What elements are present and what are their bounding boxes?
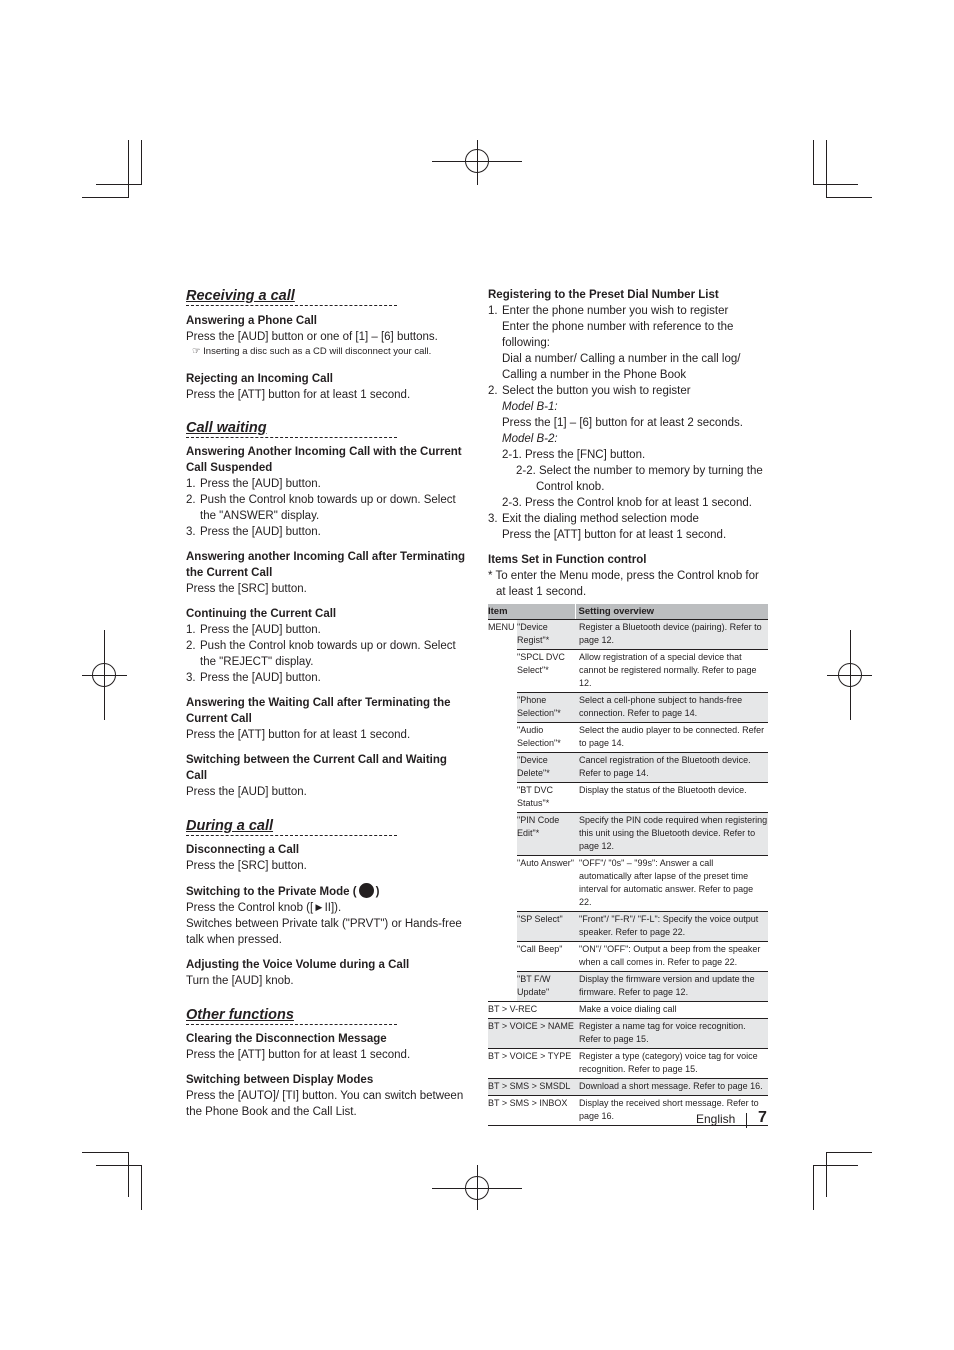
text-private-mode-2: Switches between Private talk ("PRVT") or Hands-free talk when pressed. [186,918,462,946]
bt-rows [488,1002,768,1126]
table-row [488,723,768,753]
crop-mark [141,1165,142,1210]
table-cell-overview: Register a type (category) voice tag for voice recognition. Refer to page 15. [575,1049,768,1079]
table-cell-overview: Cancel registration of the Bluetooth device. Refer to page 14. [575,753,768,783]
table-header [488,604,768,620]
list-item: 1. Press the [AUD] button. [186,478,321,490]
table-cell-item: BT > SMS > SMSDL [488,1079,575,1096]
table-cell-item: BT > SMS > INBOX [488,1096,575,1126]
heading-voice-volume: Adjusting the Voice Volume during a Call [186,959,410,971]
page-number: 7 [758,1109,767,1126]
heading-answer-another-suspend: Answering Another Incoming Call with the Current Call Suspended [186,446,462,474]
heading-function-control: Items Set in Function control [488,554,647,566]
heading-continuing-call: Continuing the Current Call [186,608,337,620]
table-cell-overview: Display the received short message. Refer to page 16. [575,1096,768,1126]
table-cell-overview: Register a name tag for voice recognition. Refer to page 15. [575,1019,768,1049]
crop-mark [813,140,814,185]
function-table [488,604,768,1126]
registration-mark [104,630,105,720]
text-answering-call: Press the [AUD] button or one of [1] – [6] buttons. [186,331,438,343]
table-row [488,1049,768,1079]
heading-switch-current-waiting: Switching between the Current Call and Waiting Call [186,754,447,782]
steps-preset-dial [488,303,768,543]
section-title-waiting: Call waiting [186,419,397,438]
sub-step: 2-1. Press the [FNC] button. [502,449,646,461]
text-rejecting-call: Press the [ATT] button for at least 1 second. [186,389,411,401]
table-row [488,972,768,1002]
table-row [488,650,768,693]
crop-mark [82,1152,128,1153]
heading-rejecting-call: Rejecting an Incoming Call [186,373,333,385]
table-cell-overview: "OFF"/ "0s" – "99s": Answer a call automatically after lapse of the preset time interval for automatic answer. Refer to page 22. [575,856,768,912]
section-title-during: During a call [186,817,397,836]
table-cell-item: "BT DVC Status"* [517,783,575,813]
text-disconnecting-call: Press the [SRC] button. [186,860,307,872]
table-cell-item: "SPCL DVC Select"* [517,650,575,693]
column-header-item: Item [488,604,575,620]
list-item: 2. Push the Control knob towards up or down. Select the "ANSWER" display. [186,494,456,522]
text-clear-disconnect: Press the [ATT] button for at least 1 second. [186,1049,411,1061]
text-display-modes: Press the [AUTO]/ [TI] button. You can switch between the Phone Book and the Call List. [186,1090,464,1118]
table-cell-item: "Audio Selection"* [517,723,575,753]
crop-mark [813,184,858,185]
text-private-mode-1: Press the Control knob ([►II]). [186,902,342,914]
note-disc-disconnect: ☞ Inserting a disc such as a CD will disconnect your call. [192,346,432,357]
table-row [488,1019,768,1049]
page-footer [696,1109,767,1126]
heading-display-modes: Switching between Display Modes [186,1074,374,1086]
table-cell-item: "Device Regist"* [517,620,575,650]
crop-mark [82,197,128,198]
list-item: 1. Press the [AUD] button. [186,624,321,636]
table-row [488,813,768,856]
phone-menu-icon [359,883,374,898]
crop-mark [128,1152,129,1197]
table-cell-overview: Allow registration of a special device that cannot be registered normally. Refer to page 12. [575,650,768,693]
table-row [488,1079,768,1096]
steps-continuing-call [186,622,466,686]
text-switch-current-waiting: Press the [AUD] button. [186,786,307,798]
table-cell-overview: Display the firmware version and update the firmware. Refer to page 12. [575,972,768,1002]
section-title-other: Other functions [186,1006,397,1025]
registration-mark [477,140,478,185]
footer-language: English [696,1112,736,1126]
heading-answering-call: Answering a Phone Call [186,315,317,327]
table-cell-item: "Device Delete"* [517,753,575,783]
crop-mark [813,1165,858,1166]
text-answer-waiting-terminate: Press the [ATT] button for at least 1 second. [186,729,411,741]
table-cell-overview: Select the audio player to be connected. Refer to page 14. [575,723,768,753]
crop-mark [826,197,872,198]
note-menu-mode: * To enter the Menu mode, press the Control knob for at least 1 second. [488,570,759,598]
list-item: 3. Press the [AUD] button. [186,672,321,684]
table-cell-overview: Select a cell-phone subject to hands-free connection. Refer to page 14. [575,693,768,723]
table-cell-overview: Download a short message. Refer to page 16. [575,1079,768,1096]
crop-mark [128,140,129,198]
crop-mark [826,1152,827,1197]
table-cell-item: "PIN Code Edit"* [517,813,575,856]
crop-mark [96,184,141,185]
section-title-receiving: Receiving a call [186,287,397,306]
table-cell-item: BT > V-REC [488,1002,575,1019]
table-row [488,942,768,972]
model-label: Model B-1: [502,401,558,413]
heading-clear-disconnect: Clearing the Disconnection Message [186,1033,387,1045]
heading-preset-dial: Registering to the Preset Dial Number List [488,289,719,301]
column-header-overview: Setting overview [575,604,768,620]
step-detail: Enter the phone number with reference to the following: [502,321,734,349]
table-row [488,783,768,813]
list-item: 3. Exit the dialing method selection mode Press the [ATT] button for at least 1 second. [488,511,768,543]
table-cell-overview: "ON"/ "OFF": Output a beep from the speaker when a call comes in. Refer to page 22. [575,942,768,972]
table-cell-overview: Make a voice dialing call [575,1002,768,1019]
crop-mark [813,1165,814,1210]
table-cell-item: "Auto Answer" [517,856,575,912]
menu-label: MENU [488,620,517,1002]
list-item: 3. Press the [AUD] button. [186,526,321,538]
table-row [488,912,768,942]
table-cell-overview: "Front"/ "F-R"/ "F-L": Specify the voice output speaker. Refer to page 22. [575,912,768,942]
menu-rows [488,620,768,1002]
step-detail: Dial a number/ Calling a number in the call log/ Calling a number in the Phone Book [502,353,741,381]
steps-answer-another-suspend [186,476,466,540]
heading-answer-another-terminate: Answering another Incoming Call after Terminating the Current Call [186,551,466,579]
table-cell-item: "BT F/W Update" [517,972,575,1002]
heading-private-mode: Switching to the Private Mode ( ) [186,883,466,900]
left-column [186,287,466,1120]
step-detail: Press the [ATT] button for at least 1 second. [502,529,727,541]
crop-mark [141,140,142,185]
heading-answer-waiting-terminate: Answering the Waiting Call after Terminating the Current Call [186,697,451,725]
table-row [488,693,768,723]
table-row [488,856,768,912]
registration-mark [850,630,851,720]
table-row [488,620,768,650]
table-cell-overview: Specify the PIN code required when registering this unit using the Bluetooth device. Refer to page 12. [575,813,768,856]
text-answer-another-terminate: Press the [SRC] button. [186,583,307,595]
table-cell-overview: Register a Bluetooth device (pairing). Refer to page 12. [575,620,768,650]
list-item: 2. Push the Control knob towards up or down. Select the "REJECT" display. [186,640,456,668]
table-cell-item: "SP Select" [517,912,575,942]
table-cell-item: BT > VOICE > TYPE [488,1049,575,1079]
table-cell-item: BT > VOICE > NAME [488,1019,575,1049]
list-item: 2. Select the button you wish to register Model B-1: Press the [1] – [6] button for at least 2 seconds. Model B-2: 2-1. Press the [FNC] button. 2-2. Select the number to memory by turning the Control knob. 2-3. Press the Control knob for at least 1 second. [488,383,768,511]
text-voice-volume: Turn the [AUD] knob. [186,975,294,987]
crop-mark [826,1152,872,1153]
table-row [488,1002,768,1019]
crop-mark [826,140,827,198]
registration-mark [477,1165,478,1210]
table-cell-item: "Phone Selection"* [517,693,575,723]
table-cell-item: "Call Beep" [517,942,575,972]
step-detail: Press the [1] – [6] button for at least 2 seconds. [502,417,744,429]
sub-step: 2-3. Press the Control knob for at least 1 second. [502,497,752,509]
sub-step: 2-2. Select the number to memory by turning the Control knob. [516,465,763,493]
table-row [488,753,768,783]
model-label: Model B-2: [502,433,558,445]
list-item: 1. Enter the phone number you wish to register Enter the phone number with reference to the following: Dial a number/ Calling a number in the call log/ Calling a number in the Phone Book [488,303,768,383]
heading-disconnecting-call: Disconnecting a Call [186,844,300,856]
crop-mark [96,1165,141,1166]
table-cell-overview: Display the status of the Bluetooth device. [575,783,768,813]
right-column [488,287,768,1126]
footer-divider [746,1113,747,1128]
